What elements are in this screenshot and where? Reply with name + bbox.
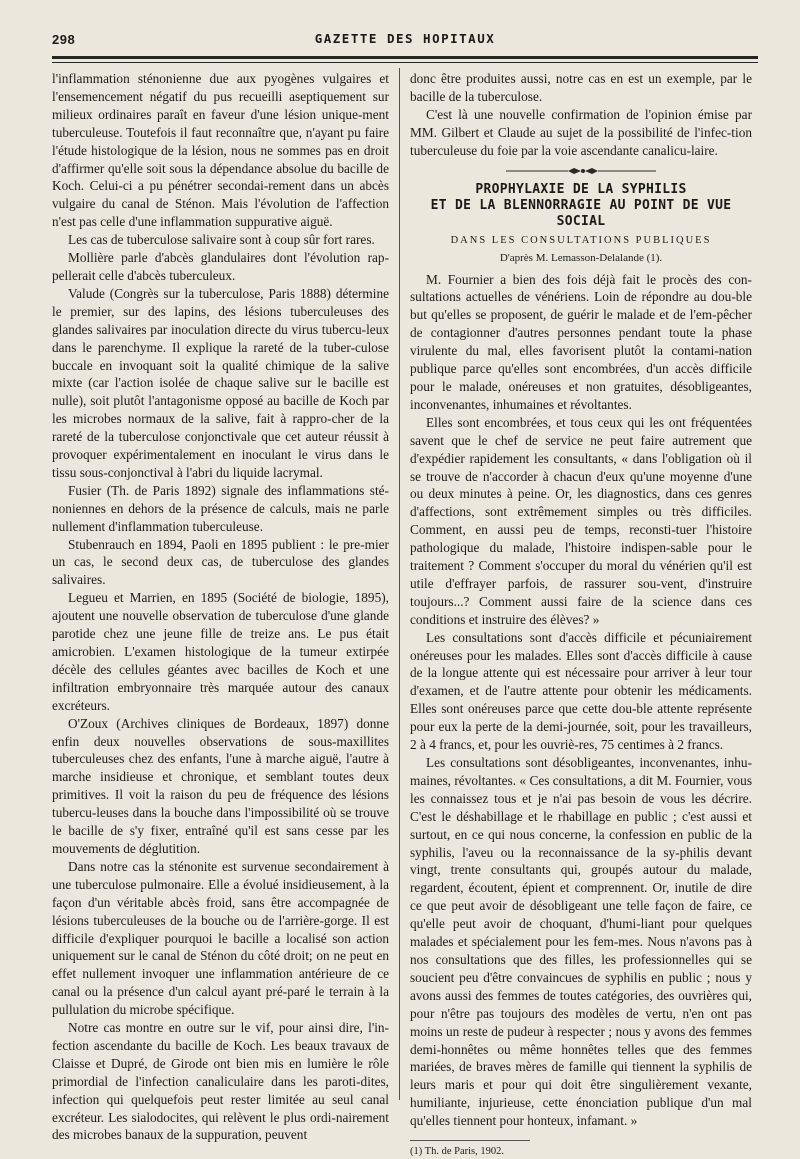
paragraph: Stubenrauch en 1894, Paoli en 1895 publient : le pre-mier un cas, le second deux cas, de tuberculose des glandes salivaires. bbox=[52, 536, 389, 588]
paragraph: donc être produites aussi, notre cas en est un exemple, par le bacille de la tuberculose. bbox=[410, 71, 752, 104]
paragraph: Legueu et Marrien, en 1895 (Société de biologie, 1895), ajoutent une nouvelle observation de tuberculose d'une glande parotide chez une jeune fille de treize ans. Le pus était amicrobien. L'examen histologique de la tumeur extirpée décèle des cellules géantes avec bacilles de Koch et une infiltration embryonnaire très marquée autour des canaux excréteurs. bbox=[52, 590, 389, 713]
paragraph: l'inflammation sténonienne due aux pyogènes vulgaires et l'ensemencement négatif du pus recueilli aseptiquement sur milieux ordinaires paraît en faveur d'une lésion unique-ment tuberculeuse. Toutefois il faut reconnaître que, n'ayant pu faire l'étude histologique de la lésion, nous ne sommes pas en droit d'affirmer qu'elle soit sous la dépendance absolue du bacille de Koch. Celui-ci a pu pénétrer secondai-rement dans un abcès vulgaire du canal de Sténon. Mais l'évolution de l'affection n'est pas celle d'une inflammation suppurative aiguë. bbox=[52, 71, 389, 230]
running-title: GAZETTE DES HOPITAUX bbox=[314, 31, 496, 46]
header-rule-thick bbox=[52, 56, 758, 59]
section-subtitle: DANS LES CONSULTATIONS PUBLIQUES bbox=[450, 234, 712, 246]
paragraph: M. Fournier a bien des fois déjà fait le procès des con-sultations actuelles de vénériens. Loin de répondre au dou-ble but qu'elles se proposent, de guérir le malade et de l'em-pêcher de contagionner d'autres personnes pendant toute la phase virulente du mal, elles favorisent plutôt la contami-nation publique parce qu'elles sont encombrées, d'un accès difficile pour le malade, onéreuses et non gratuites, désobligeantes, inconvenantes, inhumaines et révoltantes. bbox=[410, 271, 752, 412]
page-header bbox=[52, 30, 758, 54]
left-column bbox=[52, 70, 389, 1144]
paragraph: Elles sont encombrées, et tous ceux qui les ont fréquentées savent que le chef de service ne peut faire autrement que d'expédier rapidement les consultants, « dans l'obligation où il se trouve de n'accorder à chacun d'eux qu'une moyenne d'une ou deux minutes à peine. Or, les diagnostics, dans ces genres d'affections, sont extrêmement simples ou très difficiles. Comment, en aussi peu de temps, reconsti-tuer l'histoire pathologique du malade, l'histoire indispen-sable pour le traitement ? Comment s'occuper du moral du vénérien qu'il est utile d'effrayer parfois, de rassurer sou-vent, d'instruire toujours...? Comment aussi faire de la science dans ces conditions et instruire des élèves? » bbox=[410, 414, 752, 627]
section-title bbox=[410, 182, 752, 230]
paragraph: Valude (Congrès sur la tuberculose, Paris 1888) détermine le premier, sur des lapins, des lésions tuberculeuses des glandes salivaires par inoculation directe du virus tubercu-leux dans le parenchyme. Il explique la rareté de la tuber-culose buccale en invoquant soit la qualité chimique de la salive mixte (car l'action isolée de chaque salive sur le bacille est nulle), soit plutôt l'antagonisme opposé au bacille de Koch par les microbes normaux de la salive, fait à rappro-cher de la rareté de la tuberculose conjonctivale que cet auteur réussit à provoquer expérimentalement en inoculant le virus dans le tissu sous-conjonctival à l'abri du liquide lacrymal. bbox=[52, 285, 389, 480]
section-divider-ornament bbox=[506, 166, 656, 176]
header-rule-thin bbox=[52, 62, 758, 63]
column-divider bbox=[399, 68, 400, 1100]
paragraph: Les cas de tuberculose salivaire sont à coup sûr fort rares. bbox=[68, 232, 375, 248]
section-author: D'après M. Lemasson-Delalande (1). bbox=[499, 251, 663, 264]
paragraph: Fusier (Th. de Paris 1892) signale des inflammations sté-noniennes en dehors de la présence de calculs, mais ne parle nullement d'inflammation tuberculeuse. bbox=[52, 482, 389, 534]
paragraph: Mollière parle d'abcès glandulaires dont l'évolution rap-pellerait celle d'abcès tuberculeux. bbox=[52, 250, 389, 283]
page-number: 298 bbox=[52, 32, 76, 47]
paragraph: Les consultations sont désobligeantes, inconvenantes, inhu-maines, révoltantes. « Ces consultations, a dit M. Fournier, vous les connaissez tous et je n'ai pas besoin de vous les décrire. C'est le déshabillage et le rhabillage en public ; c'est aussi et surtout, en ce qui nous concerne, la confession en public de la syphilis, l'aveu ou la reconnaissance de la sy-philis devant vingt, trente consultants qui, groupés autour du malade, regardent, écoutent, épient et comprennent. Or, inutile de dire ce que peut avoir de désobligeant une telle façon de faire, ce qu'elle peut avoir de choquant, d'humi-liant pour quelques malades et spécialement pour les fem-mes. Nous n'avons pas à nos consultations que des filles, les professionnelles qui se soucient peu d'être convaincues de syphilis en public ; nous y avons aussi des femmes de toutes catégories, des ouvrières qui, pour n'être pas toujours des modèles de vertu, n'en ont pas moins un reste de pudeur à respecter ; nous y avons des femmes demi-honnêtes ou même honnêtes telles que des femmes mariées, de braves mères de famille qui tiennent la syphilis de leurs maris et pour qui doit être singulièrement vexante, humiliante, injurieuse, cette énonciation publique d'un mal qu'elles tiennent pour honteux, infamant. » bbox=[410, 755, 752, 1129]
section-title-line: ET DE LA BLENNORRAGIE AU POINT DE VUE SOCIAL bbox=[430, 197, 732, 229]
section-title-line: PROPHYLAXIE DE LA SYPHILIS bbox=[475, 181, 687, 197]
footnote-rule bbox=[410, 1140, 530, 1141]
footnote: (1) Th. de Paris, 1902. bbox=[410, 1146, 505, 1158]
paragraph: Notre cas montre en outre sur le vif, pour ainsi dire, l'in-fection ascendante du bacille de Koch. Les beaux travaux de Claisse et Dupré, de Girode ont bien mis en lumière le rôle primordial de l'infection canaliculaire dans les paroti-dites, infection qui quelquefois peut rester limitée au seul canal excréteur. Les sialodocites, qui relèvent le plus ordi-nairement des microbes banaux de la suppuration, peuvent bbox=[52, 1020, 389, 1143]
paragraph: O'Zoux (Archives cliniques de Bordeaux, 1897) donne enfin deux nouvelles observations de sous-maxillites tuberculeuses chez des enfants, l'une à marche aiguë, l'autre à marche insidieuse et chronique, et semblant toutes deux primitives. Il voit la raison du peu de fréquence des lésions tubercu-leuses dans la bouche dans l'impossibilité où se trouve le bacille de s'y fixer, entraîné qu'il est sans cesse par les mouvements de déglutition. bbox=[52, 715, 389, 856]
paragraph: Les consultations sont d'accès difficile et pécuniairement onéreuses pour les malades. Elles sont d'accès difficile à cause de la longue attente qui est nécessaire pour arriver à leur tour d'examen, et de l'autre attente pour obtenir les médicaments. Elles sont onéreuses parce que cette dou-ble attente représente pour eux la perte de la demi-journée, soit, pour les travailleurs, 2 à 4 francs, et, pour les ouvriè-res, 75 centimes à 2 francs. bbox=[410, 629, 752, 753]
paragraph: C'est là une nouvelle confirmation de l'opinion émise par MM. Gilbert et Claude au sujet de la possibilité de l'infec-tion tuberculeuse du foie par la voie ascendante canalicu-laire. bbox=[410, 106, 752, 158]
right-column bbox=[410, 70, 752, 1159]
paragraph: Dans notre cas la sténonite est survenue secondairement à une tuberculose pulmonaire. Elle a évolué insidieusement, à la façon d'un véritable abcès froid, sans être accompagnée de lésions tuberculeuses de la bouche ou de l'arrière-gorge. Il est difficile d'expliquer pourquoi le bacille a localisé son action uniquement sur le canal de Sténon du côté droit; on ne peut en effet nullement invoquer une inflammation antérieure de ce canal ou la présence d'un calcul ayant pré-paré le terrain à la pullulation du microbe spécifique. bbox=[52, 858, 389, 1018]
